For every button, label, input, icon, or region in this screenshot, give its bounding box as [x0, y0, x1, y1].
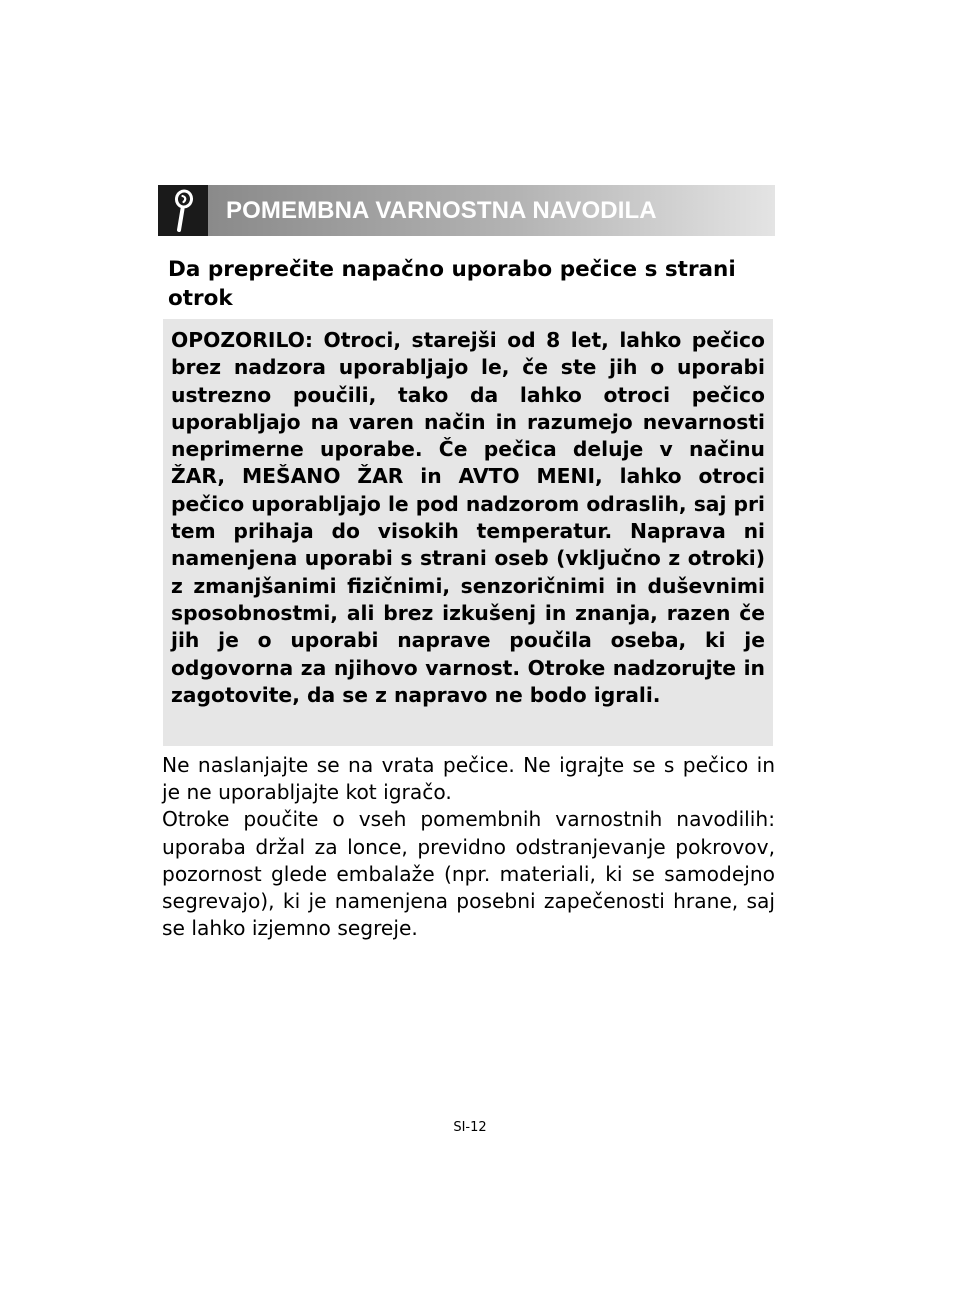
page-title: POMEMBNA VARNOSTNA NAVODILA [226, 196, 657, 224]
section-subtitle: Da preprečite napačno uporabo pečice s strani otrok [168, 257, 736, 311]
body-text [162, 752, 775, 942]
info-pin-icon [158, 185, 208, 236]
warning-text: OPOZORILO: Otroci, starejši od 8 let, lahko pečico brez nadzora uporabljajo le, če ste jih o uporabi ustrezno poučili, tako da lahko otroci pečico uporabljajo na varen način in razumejo nevarnosti neprimerne uporabe. Če pečica deluje v načinu ŽAR, MEŠANO ŽAR in AVTO MENI, lahko otroci pečico uporabljajo le pod nadzorom odraslih, saj pri tem prihaja do visokih temperatur. Naprava ni namenjena uporabi s strani oseb (vključno z otroki) z zmanjšanimi fizičnimi, senzoričnimi in duševnimi sposobnostmi, ali brez izkušenj in znanja, razen če jih je o uporabi naprave poučila oseba, ki je odgovorna za njihovo varnost. Otroke nadzorujte in zagotovite, da se z napravo ne bodo igrali. [171, 328, 765, 707]
header-title-box [208, 185, 775, 236]
section-header [158, 185, 775, 236]
page-number: SI-12 [453, 1120, 487, 1135]
warning-box [163, 319, 773, 746]
body-paragraph-1: Ne naslanjajte se na vrata pečice. Ne igrajte se s pečico in je ne uporabljajte kot igračo. [162, 753, 775, 805]
body-paragraph-2: Otroke poučite o vseh pomembnih varnostnih navodilih: uporaba držal za lonce, previdno odstranjevanje pokrovov, pozornost glede embalaže (npr. materiali, ki se samodejno segrevajo), ki je namenjena posebni zapečenosti hrane, saj se lahko izjemno segreje. [162, 807, 775, 941]
